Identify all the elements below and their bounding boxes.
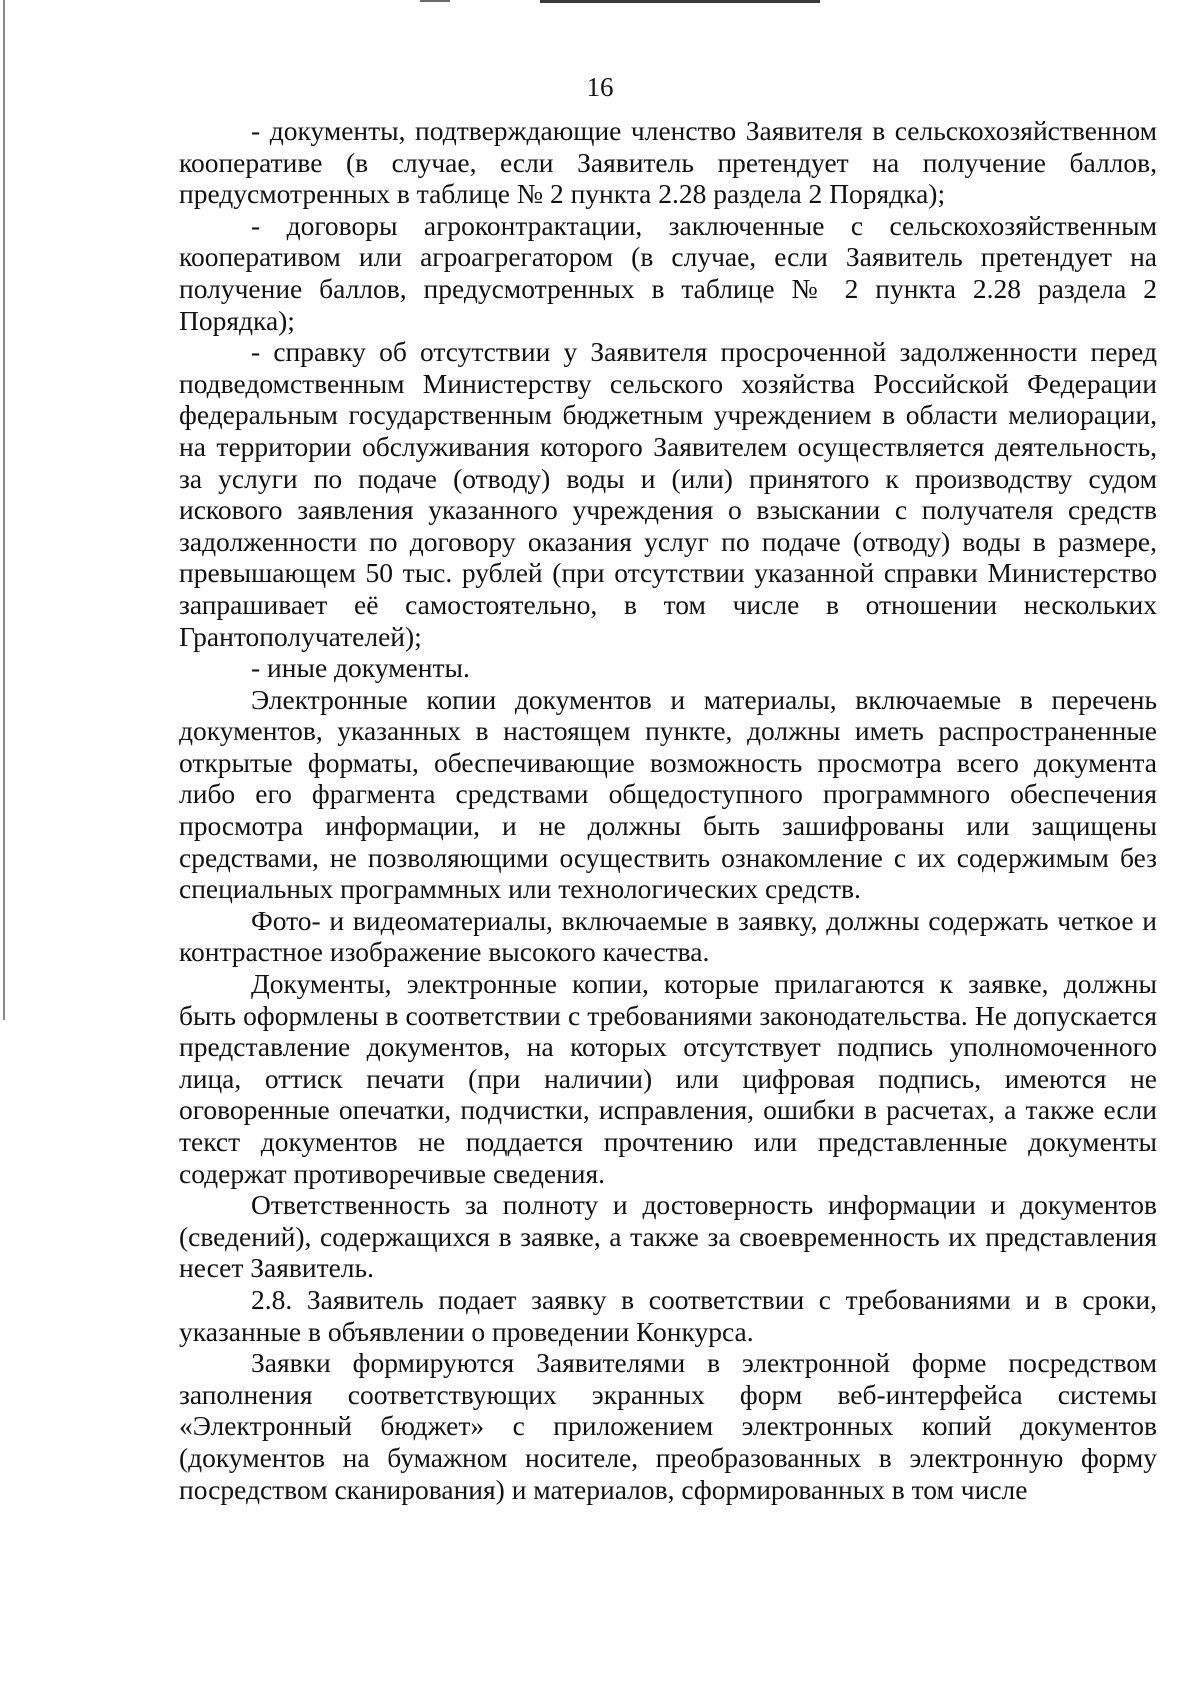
paragraph-agrocontract-documents: - договоры агроконтрактации, заключенные с сельскохозяйственным кооперативом или агроагрегатором (в случае, если Заявитель претендует на получение баллов, предусмотренных в таблице № 2 пункта 2.28 раздела 2 Порядка); [179, 209, 1157, 336]
paragraph-section-2-8: 2.8. Заявитель подает заявку в соответствии с требованиями и в сроки, указанные в объявлении о проведении Конкурса. [179, 1283, 1157, 1347]
paragraph-responsibility: Ответственность за полноту и достоверность информации и документов (сведений), содержащихся в заявке, а также за своевременность их представления несет Заявитель. [179, 1189, 1157, 1284]
paragraph-membership-documents: - документы, подтверждающие членство Заявителя в сельскохозяйственном кооперативе (в случае, если Заявитель претендует на получение баллов, предусмотренных в таблице № 2 пункта 2.28 раздела 2 Порядка); [179, 115, 1157, 210]
scan-artifact-left-edge [3, 0, 5, 1020]
scan-artifact-top [540, 0, 820, 3]
paragraph-debt-certificate: - справку об отсутствии у Заявителя просроченной задолженности перед подведомственным Министерству сельского хозяйства Российской Федерации федеральным государственным бюджетным учреждением в области мелиорации, на территории обслуживания которого Заявителем осуществляется деятельность, за услуги по подаче (отводу) воды и (или) принятого к производству судом искового заявления указанного учреждения о взыскании с получателя средств задолженности по договору оказания услуг по подаче (отводу) воды в размере, превышающем 50 тыс. рублей (при отсутствии указанной справки Министерство запрашивает её самостоятельно, в том числе в отношении нескольких Грантополучателей); [179, 336, 1157, 652]
paragraph-document-requirements: Документы, электронные копии, которые прилагаются к заявке, должны быть оформлены в соответствии с требованиями законодательства. Не допускается представление документов, на которых отсутствует подпись уполномоченного лица, оттиск печати (при наличии) или цифровая подпись, имеются не оговоренные опечатки, подчистки, исправления, ошибки в расчетах, а также если текст документов не поддается прочтению или представленные документы содержат противоречивые сведения. [179, 968, 1157, 1189]
paragraph-other-documents: - иные документы. [251, 652, 470, 684]
document-body [179, 115, 1157, 1505]
paragraph-application-forming: Заявки формируются Заявителями в электронной форме посредством заполнения соответствующих экранных форм веб-интерфейса системы «Электронный бюджет» с приложением электронных копий документов (документов на бумажном носителе, преобразованных в электронную форму посредством сканирования) и материалов, сформированных в том числе [179, 1347, 1157, 1505]
paragraph-photo-video: Фото- и видеоматериалы, включаемые в заявку, должны содержать четкое и контрастное изображение высокого качества. [179, 904, 1157, 968]
scan-artifact-top-small [420, 0, 450, 2]
page-number: 16 [586, 72, 614, 102]
paragraph-electronic-copies: Электронные копии документов и материалы, включаемые в перечень документов, указанных в настоящем пункте, должны иметь распространенные открытые форматы, обеспечивающие возможность просмотра всего документа либо его фрагмента средствами общедоступного программного обеспечения просмотра информации, и не должны быть зашифрованы или защищены средствами, не позволяющими осуществить ознакомление с их содержимым без специальных программных или технологических средств. [179, 683, 1157, 905]
